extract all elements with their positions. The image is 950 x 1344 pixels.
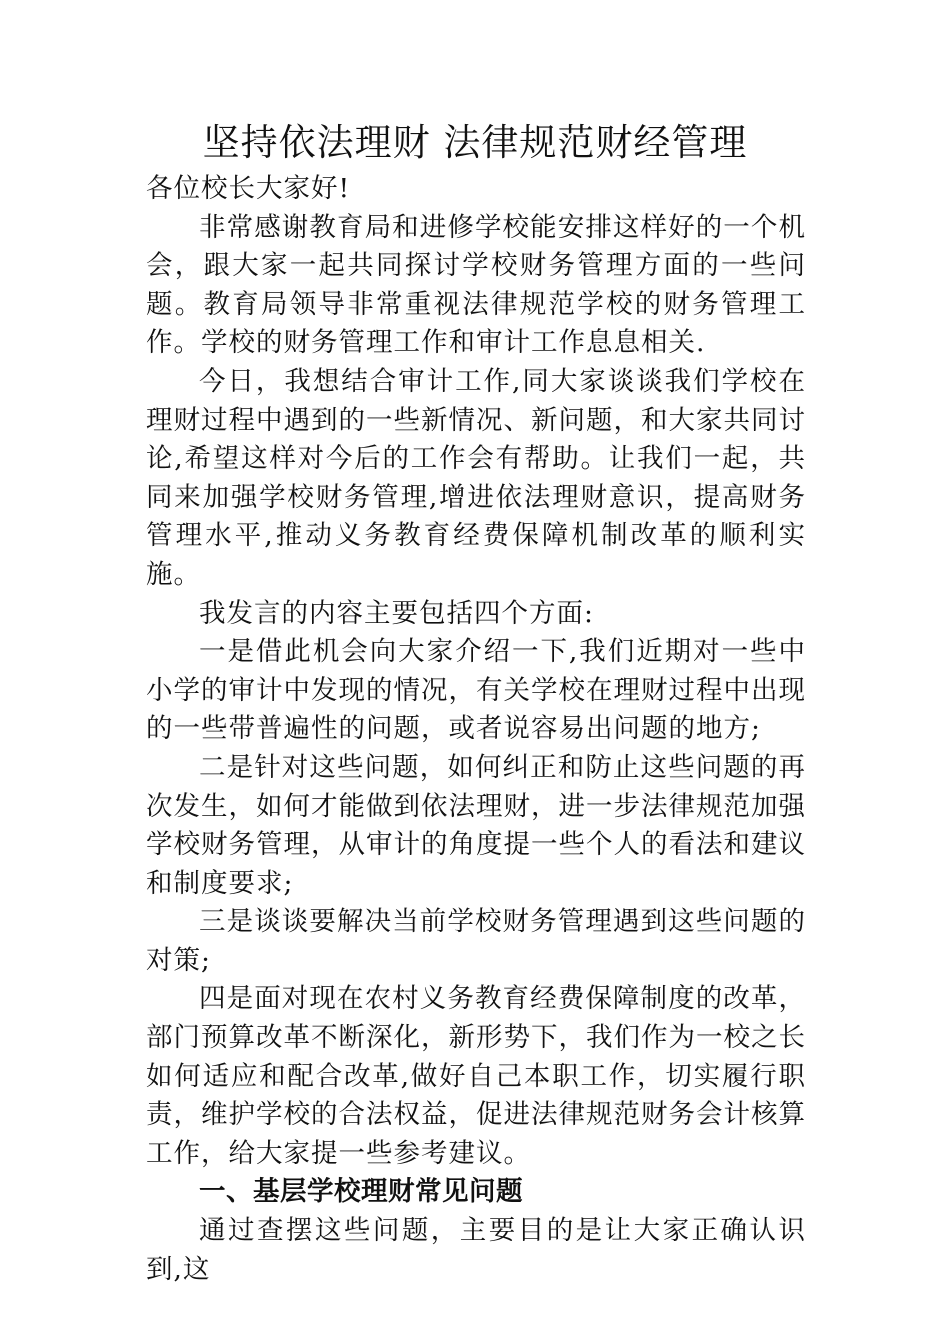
paragraph-point-four: 四是面对现在农村义务教育经费保障制度的改革，部门预算改革不断深化，新形势下，我们作为一校之长如何适应和配合改革,做好自己本职工作，切实履行职责，维护学校的合法权益，促进法律规范财务会计核算工作，给大家提一些参考建议。: [146, 983, 806, 1169]
paragraph-point-one: 一是借此机会向大家介绍一下,我们近期对一些中小学的审计中发现的情况，有关学校在理财过程中出现的一些带普遍性的问题，或者说容易出问题的地方;: [146, 636, 806, 745]
paragraph-today: 今日，我想结合审计工作,同大家谈谈我们学校在理财过程中遇到的一些新情况、新问题，和大家共同讨论,希望这样对今后的工作会有帮助。让我们一起，共同来加强学校财务管理,增进依法理财意识，提高财务管理水平,推动义务教育经费保障机制改革的顺利实施。: [146, 365, 806, 590]
greeting-line: 各位校长大家好!: [146, 173, 351, 204]
document-title: 坚持依法理财 法律规范财经管理: [202, 121, 748, 164]
section-heading: 一、基层学校理财常见问题: [199, 1176, 523, 1208]
document-body: [146, 170, 806, 1289]
paragraph-outline: 我发言的内容主要包括四个方面:: [199, 597, 594, 629]
paragraph-point-three: 三是谈谈要解决当前学校财务管理遇到这些问题的对策;: [146, 906, 806, 976]
paragraph-intro: 非常感谢教育局和进修学校能安排这样好的一个机会，跟大家一起共同探讨学校财务管理方面的一些问题。教育局领导非常重视法律规范学校的财务管理工作。学校的财务管理工作和审计工作息息相关.: [146, 211, 806, 359]
paragraph-section-start: 通过查摆这些问题，主要目的是让大家正确认识到,这: [146, 1215, 806, 1285]
paragraph-point-two: 二是针对这些问题，如何纠正和防止这些问题的再次发生，如何才能做到依法理财，进一步法律规范加强学校财务管理，从审计的角度提一些个人的看法和建议和制度要求;: [146, 751, 806, 899]
